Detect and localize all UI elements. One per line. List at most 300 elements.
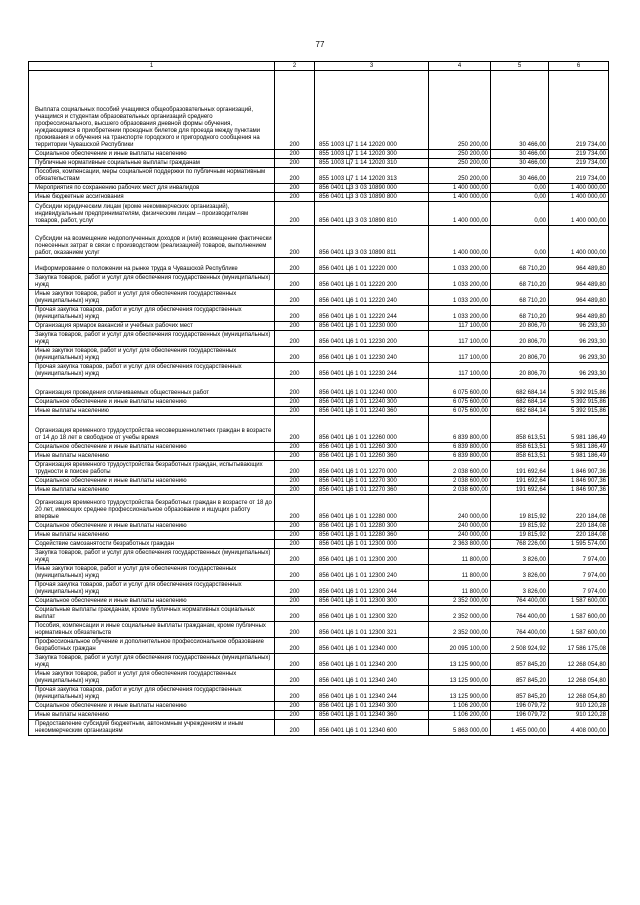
column-header: 1 (29, 62, 275, 71)
row-code: 200 (275, 495, 315, 522)
row-code: 200 (275, 322, 315, 331)
column-header: 5 (491, 62, 549, 71)
row-classification-code: 856 0401 Ц6 1 01 12300 321 (315, 622, 429, 638)
row-value-executed: 858 613,51 (491, 416, 549, 443)
row-name: Публичные нормативные социальные выплаты гражданам (29, 159, 275, 168)
table-row (29, 495, 609, 522)
table-row (29, 306, 609, 322)
table-row (29, 258, 609, 274)
row-value-executed: 19 815,92 (491, 522, 549, 531)
row-value-planned: 1 106 200,00 (429, 702, 491, 711)
row-classification-code: 856 0401 Ц3 3 03 10890 811 (315, 226, 429, 258)
row-value-executed: 0,00 (491, 184, 549, 193)
row-classification-code: 856 0401 Ц6 1 01 12240 300 (315, 398, 429, 407)
row-code: 200 (275, 363, 315, 379)
row-value-remaining: 12 268 054,80 (549, 686, 609, 702)
row-name: Выплата социальных пособий учащимся общеобразовательных организаций, учащимся и студентам образовательных организаций среднего профессионального, высшего образования дневной формы обучения, нуждающимся в приобретении проездных билетов для проезда между пунктами проживания и обучения на транспорте городского и пригородного сообщения на территории Чувашской Республики (29, 71, 275, 150)
table-row (29, 711, 609, 720)
row-value-executed: 764 400,00 (491, 597, 549, 606)
row-value-executed: 30 466,00 (491, 71, 549, 150)
table-row (29, 477, 609, 486)
row-code: 200 (275, 686, 315, 702)
row-classification-code: 856 0401 Ц6 1 01 12340 600 (315, 720, 429, 736)
row-name: Организация проведения оплачиваемых общественных работ (29, 379, 275, 398)
column-header: 2 (275, 62, 315, 71)
table-row (29, 226, 609, 258)
row-value-remaining: 220 184,08 (549, 531, 609, 540)
row-value-executed: 764 400,00 (491, 606, 549, 622)
row-value-planned: 250 200,00 (429, 168, 491, 184)
row-name: Пособия, компенсации и иные социальные выплаты гражданам, кроме публичных нормативных обязательств (29, 622, 275, 638)
row-value-planned: 1 033 200,00 (429, 306, 491, 322)
row-classification-code: 856 0401 Ц6 1 01 12340 360 (315, 711, 429, 720)
row-classification-code: 856 0401 Ц6 1 01 12300 320 (315, 606, 429, 622)
row-classification-code: 856 0401 Ц6 1 01 12270 300 (315, 477, 429, 486)
row-value-planned: 11 800,00 (429, 549, 491, 565)
row-classification-code: 856 0401 Ц6 1 01 12300 300 (315, 597, 429, 606)
row-value-executed: 0,00 (491, 193, 549, 202)
row-value-remaining: 1 400 000,00 (549, 226, 609, 258)
row-code: 200 (275, 531, 315, 540)
row-classification-code: 856 0401 Ц3 3 03 10890 810 (315, 202, 429, 226)
row-value-planned: 117 100,00 (429, 322, 491, 331)
row-code: 200 (275, 581, 315, 597)
row-value-executed: 682 684,14 (491, 379, 549, 398)
row-classification-code: 856 0401 Ц6 1 01 12300 240 (315, 565, 429, 581)
row-value-executed: 682 684,14 (491, 407, 549, 416)
row-value-executed: 68 710,20 (491, 290, 549, 306)
row-code: 200 (275, 150, 315, 159)
row-value-remaining: 964 489,80 (549, 306, 609, 322)
row-value-planned: 2 352 000,00 (429, 597, 491, 606)
row-value-planned: 6 839 800,00 (429, 416, 491, 443)
row-value-planned: 6 075 600,00 (429, 379, 491, 398)
budget-table (28, 61, 609, 736)
row-value-planned: 240 000,00 (429, 495, 491, 522)
row-value-planned: 11 800,00 (429, 581, 491, 597)
column-header: 6 (549, 62, 609, 71)
table-row (29, 565, 609, 581)
row-code: 200 (275, 443, 315, 452)
row-value-remaining: 1 400 000,00 (549, 202, 609, 226)
row-value-remaining: 1 587 600,00 (549, 606, 609, 622)
row-classification-code: 856 0401 Ц6 1 01 12220 000 (315, 258, 429, 274)
row-code: 200 (275, 565, 315, 581)
row-value-planned: 13 125 900,00 (429, 686, 491, 702)
table-row (29, 168, 609, 184)
row-value-planned: 11 800,00 (429, 565, 491, 581)
row-code: 200 (275, 654, 315, 670)
row-value-remaining: 17 586 175,08 (549, 638, 609, 654)
row-name: Социальное обеспечение и иные выплаты населению (29, 398, 275, 407)
row-classification-code: 856 0401 Ц6 1 01 12340 240 (315, 670, 429, 686)
row-code: 200 (275, 477, 315, 486)
row-value-executed: 3 826,00 (491, 581, 549, 597)
row-classification-code: 856 0401 Ц6 1 01 12340 200 (315, 654, 429, 670)
row-value-planned: 250 200,00 (429, 150, 491, 159)
row-code: 200 (275, 461, 315, 477)
row-classification-code: 855 1003 Ц7 1 14 12020 300 (315, 150, 429, 159)
row-classification-code: 856 0401 Ц6 1 01 12300 200 (315, 549, 429, 565)
row-value-remaining: 964 489,80 (549, 274, 609, 290)
column-header: 4 (429, 62, 491, 71)
row-classification-code: 856 0401 Ц6 1 01 12340 244 (315, 686, 429, 702)
row-value-executed: 858 613,51 (491, 452, 549, 461)
table-row (29, 686, 609, 702)
table-row (29, 398, 609, 407)
row-code: 200 (275, 597, 315, 606)
row-value-planned: 13 125 900,00 (429, 670, 491, 686)
row-name: Иные бюджетные ассигнования (29, 193, 275, 202)
row-name: Социальные выплаты гражданам, кроме публичных нормативных социальных выплат (29, 606, 275, 622)
row-value-remaining: 1 400 000,00 (549, 193, 609, 202)
row-value-remaining: 7 974,00 (549, 549, 609, 565)
row-code: 200 (275, 290, 315, 306)
row-value-executed: 3 826,00 (491, 549, 549, 565)
row-value-executed: 20 806,70 (491, 363, 549, 379)
row-classification-code: 856 0401 Ц6 1 01 12230 000 (315, 322, 429, 331)
row-name: Информирование о положении на рынке труда в Чувашской Республике (29, 258, 275, 274)
row-code: 200 (275, 274, 315, 290)
row-value-remaining: 96 293,30 (549, 363, 609, 379)
row-value-remaining: 5 981 186,49 (549, 443, 609, 452)
row-value-remaining: 964 489,80 (549, 258, 609, 274)
row-value-executed: 68 710,20 (491, 306, 549, 322)
row-classification-code: 856 0401 Ц6 1 01 12300 000 (315, 540, 429, 549)
row-value-planned: 1 033 200,00 (429, 290, 491, 306)
row-value-remaining: 910 120,28 (549, 711, 609, 720)
row-name: Прочая закупка товаров, работ и услуг для обеспечения государственных (муниципальных) нужд (29, 581, 275, 597)
row-value-planned: 6 839 800,00 (429, 452, 491, 461)
row-value-remaining: 219 734,00 (549, 159, 609, 168)
row-name: Социальное обеспечение и иные выплаты населению (29, 443, 275, 452)
row-value-planned: 1 033 200,00 (429, 258, 491, 274)
table-row (29, 193, 609, 202)
row-code: 200 (275, 184, 315, 193)
row-value-planned: 2 363 800,00 (429, 540, 491, 549)
table-row (29, 363, 609, 379)
row-value-remaining: 5 392 915,86 (549, 379, 609, 398)
row-value-remaining: 964 489,80 (549, 290, 609, 306)
row-classification-code: 856 0401 Ц6 1 01 12270 360 (315, 486, 429, 495)
row-value-remaining: 1 846 907,36 (549, 477, 609, 486)
row-code: 200 (275, 347, 315, 363)
row-code: 200 (275, 398, 315, 407)
row-code: 200 (275, 168, 315, 184)
row-value-remaining: 12 268 054,80 (549, 654, 609, 670)
row-code: 200 (275, 720, 315, 736)
table-row (29, 540, 609, 549)
row-classification-code: 856 0401 Ц6 1 01 12230 200 (315, 331, 429, 347)
row-name: Организация временного трудоустройства несовершеннолетних граждан в возрасте от 14 до 18 лет в свободное от учебы время (29, 416, 275, 443)
row-value-remaining: 5 981 186,49 (549, 416, 609, 443)
row-value-executed: 857 845,20 (491, 654, 549, 670)
row-name: Закупка товаров, работ и услуг для обеспечения государственных (муниципальных) нужд (29, 654, 275, 670)
row-value-executed: 196 079,72 (491, 711, 549, 720)
row-value-planned: 1 400 000,00 (429, 226, 491, 258)
row-code: 200 (275, 711, 315, 720)
table-row (29, 549, 609, 565)
row-code: 200 (275, 486, 315, 495)
row-code: 200 (275, 379, 315, 398)
row-name: Иные закупки товаров, работ и услуг для обеспечения государственных (муниципальных) нужд (29, 565, 275, 581)
row-value-executed: 20 806,70 (491, 322, 549, 331)
row-value-executed: 196 079,72 (491, 702, 549, 711)
row-value-executed: 191 692,64 (491, 486, 549, 495)
row-classification-code: 856 0401 Ц6 1 01 12220 240 (315, 290, 429, 306)
row-code: 200 (275, 407, 315, 416)
row-value-remaining: 7 974,00 (549, 581, 609, 597)
row-value-planned: 117 100,00 (429, 347, 491, 363)
table-row (29, 274, 609, 290)
row-value-executed: 68 710,20 (491, 258, 549, 274)
row-classification-code: 856 0401 Ц6 1 01 12300 244 (315, 581, 429, 597)
row-name: Организация ярмарок вакансий и учебных рабочих мест (29, 322, 275, 331)
row-classification-code: 856 0401 Ц6 1 01 12240 360 (315, 407, 429, 416)
row-classification-code: 856 0401 Ц6 1 01 12240 000 (315, 379, 429, 398)
row-code: 200 (275, 306, 315, 322)
row-value-planned: 2 352 000,00 (429, 622, 491, 638)
row-classification-code: 856 0401 Ц6 1 01 12270 000 (315, 461, 429, 477)
row-value-planned: 6 075 600,00 (429, 407, 491, 416)
table-row (29, 606, 609, 622)
table-row (29, 654, 609, 670)
row-value-remaining: 1 587 600,00 (549, 622, 609, 638)
row-value-executed: 30 466,00 (491, 168, 549, 184)
row-classification-code: 856 0401 Ц6 1 01 12230 240 (315, 347, 429, 363)
table-row (29, 407, 609, 416)
table-row (29, 150, 609, 159)
row-value-planned: 2 038 600,00 (429, 477, 491, 486)
page-number: 77 (315, 40, 325, 49)
row-code: 200 (275, 71, 315, 150)
row-classification-code: 856 0401 Ц6 1 01 12260 360 (315, 452, 429, 461)
column-header: 3 (315, 62, 429, 71)
row-name: Социальное обеспечение и иные выплаты населению (29, 522, 275, 531)
row-value-planned: 6 839 800,00 (429, 443, 491, 452)
row-code: 200 (275, 193, 315, 202)
row-value-planned: 1 400 000,00 (429, 193, 491, 202)
row-name: Субсидии юридическим лицам (кроме некоммерческих организаций), индивидуальным предпринимателям, физическим лицам – производителям товаров, работ, услуг (29, 202, 275, 226)
table-row (29, 379, 609, 398)
row-value-remaining: 5 981 186,49 (549, 452, 609, 461)
header-row (29, 62, 609, 71)
row-name: Закупка товаров, работ и услуг для обеспечения государственных (муниципальных) нужд (29, 549, 275, 565)
row-value-planned: 240 000,00 (429, 522, 491, 531)
row-value-planned: 2 038 600,00 (429, 461, 491, 477)
table-row (29, 531, 609, 540)
row-value-planned: 250 200,00 (429, 159, 491, 168)
row-value-executed: 0,00 (491, 226, 549, 258)
row-name: Организация временного трудоустройства безработных граждан в возрасте от 18 до 20 лет, имеющих среднее профессиональное образование и ищущих работу впервые (29, 495, 275, 522)
table-row (29, 720, 609, 736)
row-name: Иные выплаты населению (29, 531, 275, 540)
row-name: Профессиональное обучение и дополнительное профессиональное образование безработных граждан (29, 638, 275, 654)
table-row (29, 638, 609, 654)
row-value-executed: 1 455 000,00 (491, 720, 549, 736)
table-row (29, 702, 609, 711)
row-classification-code: 856 0401 Ц3 3 03 10890 000 (315, 184, 429, 193)
row-value-remaining: 1 846 907,36 (549, 486, 609, 495)
row-code: 200 (275, 159, 315, 168)
row-value-executed: 858 613,51 (491, 443, 549, 452)
table-row (29, 581, 609, 597)
row-value-remaining: 219 734,00 (549, 168, 609, 184)
row-value-remaining: 5 392 915,86 (549, 398, 609, 407)
table-row (29, 184, 609, 193)
row-name: Мероприятия по сохранению рабочих мест для инвалидов (29, 184, 275, 193)
row-classification-code: 856 0401 Ц6 1 01 12260 000 (315, 416, 429, 443)
row-value-executed: 768 226,00 (491, 540, 549, 549)
row-value-remaining: 1 595 574,00 (549, 540, 609, 549)
row-code: 200 (275, 331, 315, 347)
table-row (29, 622, 609, 638)
row-value-remaining: 12 268 054,80 (549, 670, 609, 686)
table-row (29, 202, 609, 226)
row-name: Иные выплаты населению (29, 452, 275, 461)
row-value-planned: 20 095 100,00 (429, 638, 491, 654)
row-value-planned: 1 033 200,00 (429, 274, 491, 290)
row-classification-code: 856 0401 Ц6 1 01 12260 300 (315, 443, 429, 452)
row-value-executed: 682 684,14 (491, 398, 549, 407)
row-code: 200 (275, 202, 315, 226)
row-classification-code: 855 1003 Ц7 1 14 12020 310 (315, 159, 429, 168)
row-name: Иные выплаты населению (29, 486, 275, 495)
row-value-remaining: 96 293,30 (549, 331, 609, 347)
row-value-remaining: 4 408 000,00 (549, 720, 609, 736)
table-row (29, 670, 609, 686)
row-value-planned: 1 400 000,00 (429, 202, 491, 226)
row-name: Пособия, компенсации, меры социальной поддержки по публичным нормативным обязательствам (29, 168, 275, 184)
row-name: Организация временного трудоустройства безработных граждан, испытывающих трудности в поиске работы (29, 461, 275, 477)
row-value-remaining: 1 846 907,36 (549, 461, 609, 477)
row-value-remaining: 219 734,00 (549, 71, 609, 150)
row-value-planned: 250 200,00 (429, 71, 491, 150)
row-classification-code: 856 0401 Ц6 1 01 12340 300 (315, 702, 429, 711)
row-code: 200 (275, 638, 315, 654)
table-row (29, 322, 609, 331)
row-value-planned: 2 352 000,00 (429, 606, 491, 622)
row-value-planned: 117 100,00 (429, 363, 491, 379)
row-code: 200 (275, 226, 315, 258)
row-name: Социальное обеспечение и иные выплаты населению (29, 477, 275, 486)
table-row (29, 347, 609, 363)
table-row (29, 159, 609, 168)
row-code: 200 (275, 258, 315, 274)
row-classification-code: 855 1003 Ц7 1 14 12020 313 (315, 168, 429, 184)
row-name: Закупка товаров, работ и услуг для обеспечения государственных (муниципальных) нужд (29, 331, 275, 347)
row-value-executed: 30 466,00 (491, 150, 549, 159)
row-classification-code: 856 0401 Ц6 1 01 12280 300 (315, 522, 429, 531)
row-value-executed: 764 400,00 (491, 622, 549, 638)
table-row (29, 71, 609, 150)
row-value-remaining: 220 184,08 (549, 495, 609, 522)
row-name: Социальное обеспечение и иные выплаты населению (29, 150, 275, 159)
row-value-remaining: 7 974,00 (549, 565, 609, 581)
row-code: 200 (275, 670, 315, 686)
row-name: Субсидии на возмещение недополученных доходов и (или) возмещение фактически понесенных затрат в связи с производством (реализацией) товаров, выполнением работ, оказанием услуг (29, 226, 275, 258)
row-value-executed: 19 815,92 (491, 495, 549, 522)
row-value-planned: 6 075 600,00 (429, 398, 491, 407)
row-name: Социальное обеспечение и иные выплаты населению (29, 702, 275, 711)
row-value-executed: 20 806,70 (491, 331, 549, 347)
row-name: Социальное обеспечение и иные выплаты населению (29, 597, 275, 606)
table-row (29, 597, 609, 606)
row-value-executed: 857 845,20 (491, 670, 549, 686)
row-code: 200 (275, 702, 315, 711)
table-row (29, 416, 609, 443)
row-classification-code: 856 0401 Ц6 1 01 12220 244 (315, 306, 429, 322)
row-name: Прочая закупка товаров, работ и услуг для обеспечения государственных (муниципальных) нужд (29, 686, 275, 702)
row-code: 200 (275, 540, 315, 549)
row-code: 200 (275, 416, 315, 443)
row-value-planned: 13 125 900,00 (429, 654, 491, 670)
row-name: Прочая закупка товаров, работ и услуг для обеспечения государственных (муниципальных) нужд (29, 306, 275, 322)
row-value-executed: 3 826,00 (491, 565, 549, 581)
row-value-remaining: 1 587 600,00 (549, 597, 609, 606)
row-classification-code: 856 0401 Ц6 1 01 12220 200 (315, 274, 429, 290)
table-row (29, 290, 609, 306)
row-classification-code: 856 0401 Ц6 1 01 12340 000 (315, 638, 429, 654)
table-row (29, 452, 609, 461)
row-name: Предоставление субсидий бюджетным, автономным учреждениям и иным некоммерческим организациям (29, 720, 275, 736)
row-classification-code: 855 1003 Ц7 1 14 12020 000 (315, 71, 429, 150)
row-code: 200 (275, 606, 315, 622)
row-value-executed: 2 508 924,92 (491, 638, 549, 654)
table-row (29, 461, 609, 477)
row-code: 200 (275, 452, 315, 461)
row-classification-code: 856 0401 Ц6 1 01 12280 000 (315, 495, 429, 522)
row-value-executed: 0,00 (491, 202, 549, 226)
row-value-remaining: 910 120,28 (549, 702, 609, 711)
row-value-remaining: 96 293,30 (549, 322, 609, 331)
row-value-executed: 857 845,20 (491, 686, 549, 702)
row-value-planned: 1 400 000,00 (429, 184, 491, 193)
row-value-remaining: 96 293,30 (549, 347, 609, 363)
row-name: Иные выплаты населению (29, 407, 275, 416)
row-name: Закупка товаров, работ и услуг для обеспечения государственных (муниципальных) нужд (29, 274, 275, 290)
row-code: 200 (275, 549, 315, 565)
table-row (29, 443, 609, 452)
row-value-remaining: 219 734,00 (549, 150, 609, 159)
row-classification-code: 856 0401 Ц3 3 03 10890 800 (315, 193, 429, 202)
row-value-remaining: 220 184,08 (549, 522, 609, 531)
row-name: Содействие самозанятости безработных граждан (29, 540, 275, 549)
row-value-executed: 30 466,00 (491, 159, 549, 168)
row-name: Прочая закупка товаров, работ и услуг для обеспечения государственных (муниципальных) нужд (29, 363, 275, 379)
row-value-executed: 191 692,64 (491, 461, 549, 477)
row-classification-code: 856 0401 Ц6 1 01 12280 360 (315, 531, 429, 540)
row-value-remaining: 5 392 915,86 (549, 407, 609, 416)
row-name: Иные закупки товаров, работ и услуг для обеспечения государственных (муниципальных) нужд (29, 290, 275, 306)
row-value-planned: 5 863 000,00 (429, 720, 491, 736)
row-code: 200 (275, 622, 315, 638)
row-value-planned: 240 000,00 (429, 531, 491, 540)
row-name: Иные закупки товаров, работ и услуг для обеспечения государственных (муниципальных) нужд (29, 670, 275, 686)
row-name: Иные закупки товаров, работ и услуг для обеспечения государственных (муниципальных) нужд (29, 347, 275, 363)
row-value-remaining: 1 400 000,00 (549, 184, 609, 193)
row-value-planned: 1 106 200,00 (429, 711, 491, 720)
row-value-planned: 2 038 600,00 (429, 486, 491, 495)
row-classification-code: 856 0401 Ц6 1 01 12230 244 (315, 363, 429, 379)
row-value-executed: 19 815,92 (491, 531, 549, 540)
row-value-executed: 191 692,64 (491, 477, 549, 486)
table-row (29, 486, 609, 495)
row-name: Иные выплаты населению (29, 711, 275, 720)
row-value-executed: 68 710,20 (491, 274, 549, 290)
table-row (29, 331, 609, 347)
table-row (29, 522, 609, 531)
